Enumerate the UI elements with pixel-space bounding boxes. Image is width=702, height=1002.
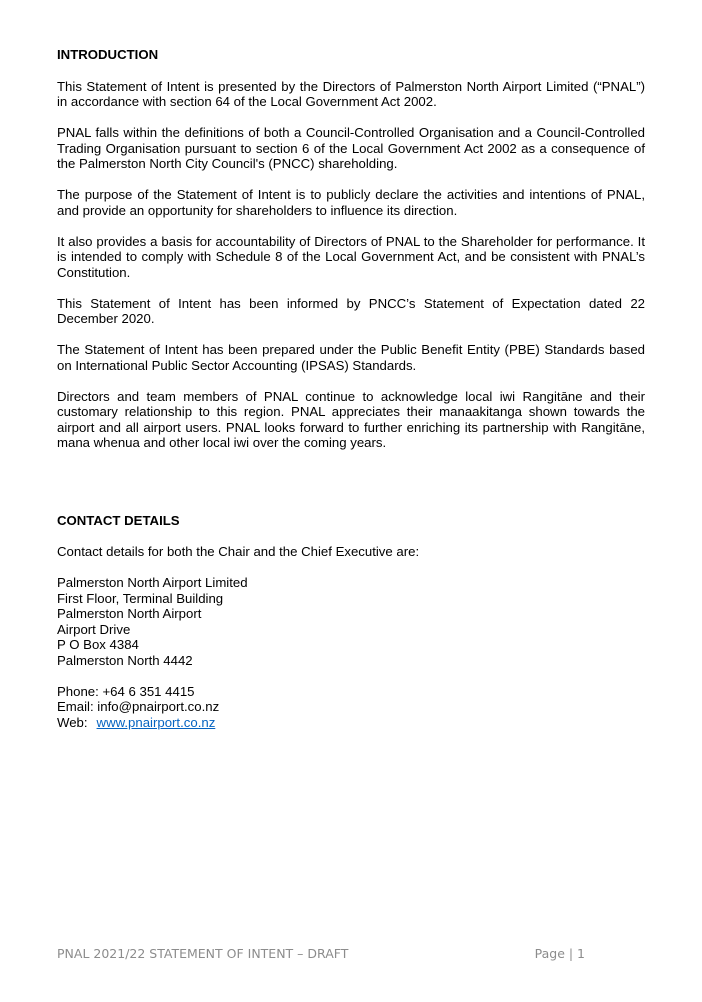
contact-heading: CONTACT DETAILS	[57, 512, 180, 528]
contact-lines	[57, 684, 645, 731]
address-line: Palmerston North Airport	[57, 606, 202, 621]
footer-document-title: PNAL 2021/22 STATEMENT OF INTENT – DRAFT	[57, 946, 349, 961]
document-body	[57, 47, 645, 730]
intro-paragraph: This Statement of Intent has been informed by PNCC’s Statement of Expectation dated 22 December 2020.	[57, 295, 645, 326]
intro-paragraph: PNAL falls within the definitions of both a Council-Controlled Organisation and a Council-Controlled Trading Organisation pursuant to section 6 of the Local Government Act 2002 as a consequence of the Palmerston North City Council's (PNCC) shareholding.	[57, 125, 645, 171]
intro-paragraph: The Statement of Intent has been prepared under the Public Benefit Entity (PBE) Standards based on International Public Sector Accounting (IPSAS) Standards.	[57, 342, 645, 373]
postal-address	[57, 575, 645, 668]
introduction-heading: INTRODUCTION	[57, 47, 159, 62]
website-link[interactable]: www.pnairport.co.nz	[96, 714, 216, 730]
intro-paragraph: Directors and team members of PNAL continue to acknowledge local iwi Rangitāne and their customary relationship to this region. PNAL appreciates their manaakitanga shown towards the airport and all airport users. PNAL looks forward to further enriching its partnership with Rangitāne, mana whenua and other local iwi over the coming years.	[57, 388, 645, 450]
web-label: Web:	[57, 714, 88, 730]
address-line: P O Box 4384	[57, 637, 139, 652]
email-line: Email: info@pnairport.co.nz	[57, 699, 220, 714]
address-line: Palmerston North 4442	[57, 652, 193, 668]
intro-paragraph: The purpose of the Statement of Intent is to publicly declare the activities and intentions of PNAL, and provide an opportunity for shareholders to influence its direction.	[57, 187, 645, 218]
web-line	[57, 715, 645, 731]
page-number: Page | 1	[534, 946, 585, 961]
phone-line: Phone: +64 6 351 4415	[57, 683, 195, 699]
section-spacer	[57, 451, 645, 513]
intro-paragraph: It also provides a basis for accountability of Directors of PNAL to the Shareholder for performance. It is intended to comply with Schedule 8 of the Local Government Act, and be consistent with PNAL’s Constitution.	[57, 233, 645, 280]
address-line: Palmerston North Airport Limited	[57, 575, 248, 590]
intro-paragraph: This Statement of Intent is presented by the Directors of Palmerston North Airport Limited (“PNAL”) in accordance with section 64 of the Local Government Act 2002.	[57, 78, 645, 109]
contact-intro: Contact details for both the Chair and the Chief Executive are:	[57, 544, 420, 559]
address-line: Airport Drive	[57, 621, 131, 637]
address-line: First Floor, Terminal Building	[57, 590, 224, 606]
